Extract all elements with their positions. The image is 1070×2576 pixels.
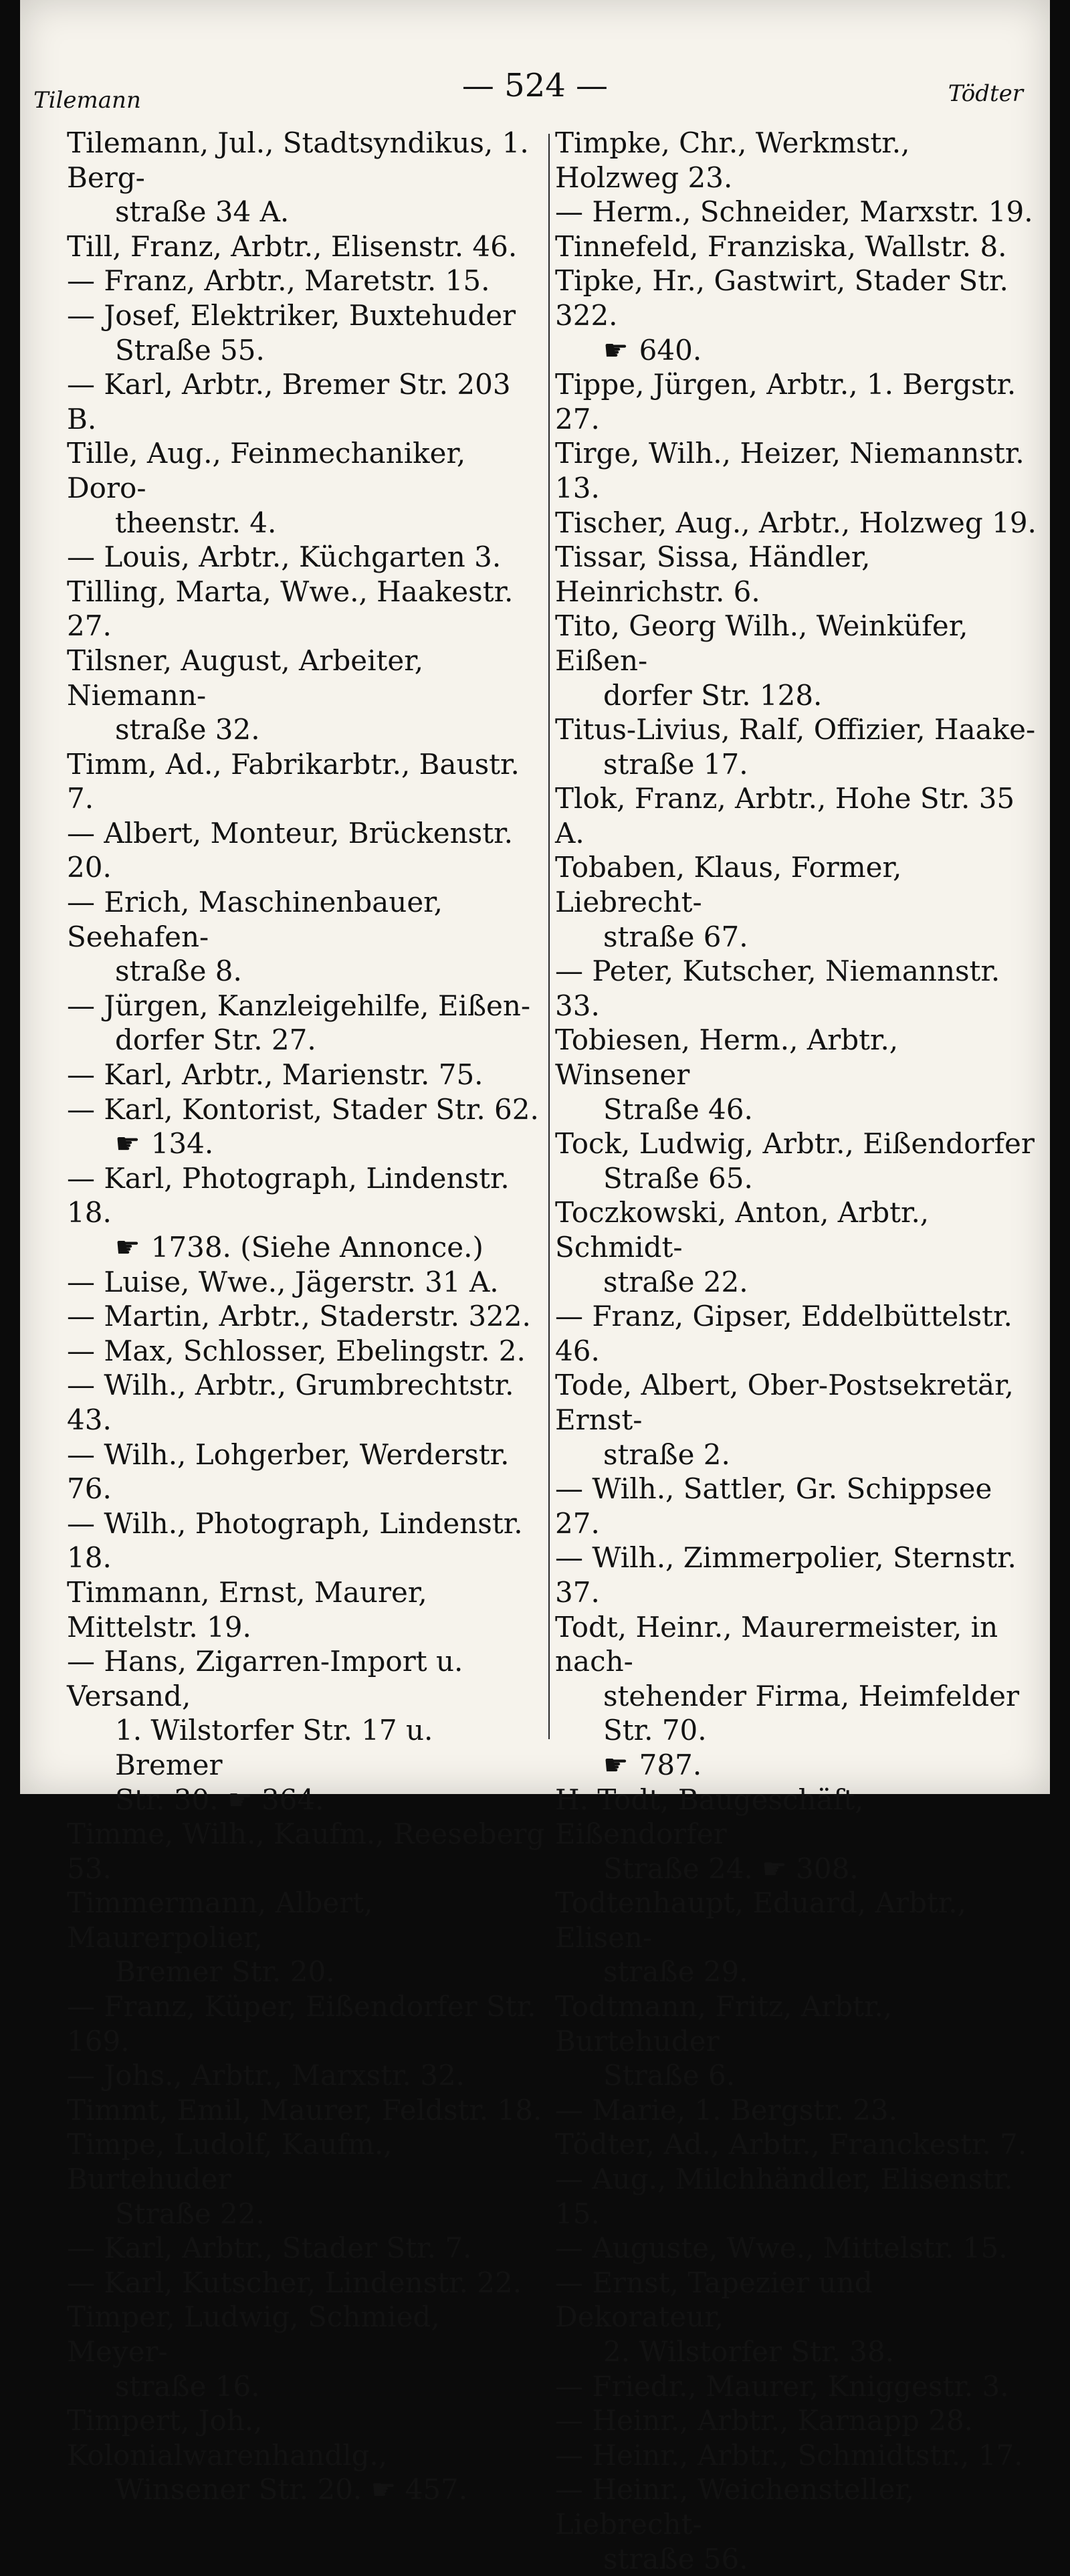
column-divider [548, 134, 550, 1739]
directory-entry [555, 1783, 1037, 1886]
directory-entry [67, 1299, 548, 1334]
directory-entry [67, 747, 548, 816]
header-right-keyword: Tödter [948, 80, 1023, 107]
entry-text: Timpert, Joh., Kolonialwarenhandlg., [67, 2404, 388, 2472]
entry-continuation: theenstr. 4. [115, 506, 277, 539]
directory-entry [555, 954, 1037, 1023]
entry-text: Tito, Georg Wilh., Weinküfer, Eißen- [555, 609, 968, 677]
page-number: — 524 — [461, 67, 609, 104]
directory-entry [555, 2266, 1037, 2369]
telephone-icon: ☛ [603, 1748, 629, 1781]
header-left-keyword: Tilemann [33, 87, 141, 114]
directory-entry [555, 2472, 1037, 2576]
entry-text: — Herm., Schneider, Marxstr. 19. [555, 195, 1033, 229]
entry-text: Tlok, Franz, Arbtr., Hohe Str. 35 A. [555, 782, 1015, 850]
directory-entry [555, 126, 1037, 195]
telephone-icon: ☛ [115, 1231, 140, 1264]
directory-entry [67, 2300, 548, 2403]
directory-entry [555, 195, 1037, 229]
directory-entry [67, 436, 548, 540]
entry-text: Tode, Albert, Ober-Postsekretär, Ernst- [555, 1369, 1014, 1436]
entry-text: Tipke, Hr., Gastwirt, Stader Str. 322. [555, 264, 1008, 332]
phone-number: 640. [639, 333, 702, 367]
entry-continuation: dorfer Str. 27. [115, 1023, 316, 1057]
directory-entry [555, 2093, 1037, 2128]
phone-number: 1738. (Siehe Annonce.) [150, 1231, 484, 1264]
entry-text: Tischer, Aug., Arbtr., Holzweg 19. [555, 506, 1037, 539]
entry-text: — Wilh., Lohgerber, Werderstr. 76. [67, 1438, 510, 1506]
directory-entry [67, 126, 548, 229]
phone-number: 134. [150, 1127, 214, 1161]
entry-text: — Karl, Kutscher, Lindenstr. 22. [67, 2266, 522, 2299]
entry-continuation: stehender Firma, Heimfelder Str. 70. [603, 1679, 1020, 1747]
directory-entry [555, 2162, 1037, 2231]
directory-entry [67, 1438, 548, 1506]
entry-text: Timmt, Emil, Maurer, Feldstr. 18. [67, 2093, 542, 2126]
entry-continuation: Straße 6. [603, 2059, 736, 2092]
entry-continuation: straße 8. [115, 955, 242, 988]
entry-text: — Wilh., Zimmerpolier, Sternstr. 37. [555, 1541, 1016, 1609]
entry-continuation: dorfer Str. 128. [603, 678, 823, 712]
directory-entry [67, 816, 548, 885]
entry-text: — Wilh., Photograph, Lindenstr. 18. [67, 1506, 523, 1575]
entry-continuation: straße 34 A. [115, 195, 290, 229]
directory-entry [67, 1334, 548, 1369]
entry-text: — Aug., Milchhändler, Elisenstr. 15. [555, 2163, 1013, 2230]
entry-text: — Franz, Arbtr., Maretstr. 15. [67, 264, 490, 298]
directory-entry [67, 989, 548, 1058]
directory-entry [67, 1506, 548, 1575]
directory-entry [555, 436, 1037, 505]
entry-text: Tobaben, Klaus, Former, Liebrecht- [555, 851, 902, 919]
entry-text: — Erich, Maschinenbauer, Seehafen- [67, 886, 443, 953]
entry-continuation: straße 29. [603, 1955, 748, 1989]
entry-text: H. Todt, Baugeschäft, Eißendorfer [555, 1783, 864, 1851]
entry-text: Timper, Ludwig, Schmied, Meyer- [67, 2300, 440, 2368]
entry-continuation: Straße 24. ☛ 308. [603, 1852, 859, 1885]
entry-text: Tobiesen, Herm., Arbtr., Winsener [555, 1023, 899, 1092]
entry-phone [67, 1126, 548, 1161]
entry-continuation: Straße 65. [603, 1161, 753, 1195]
directory-entry [67, 885, 548, 989]
entry-text: — Jürgen, Kanzleigehilfe, Eißen- [67, 989, 531, 1022]
left-column [67, 126, 548, 2506]
entry-text: Timme, Wilh., Kaufm., Reeseberg 53. [67, 1817, 545, 1885]
entry-text: Timmann, Ernst, Maurer, Mittelstr. 19. [67, 1575, 427, 1644]
entry-text: Tille, Aug., Feinmechaniker, Doro- [67, 437, 466, 504]
directory-entry [555, 1472, 1037, 1541]
directory-entry [555, 1195, 1037, 1299]
directory-entry [555, 712, 1037, 781]
entry-phone [555, 1748, 1037, 1783]
entry-text: — Franz, Gipser, Eddelbüttelstr. 46. [555, 1300, 1012, 1367]
directory-entry [555, 1299, 1037, 1368]
entry-text: — Max, Schlosser, Ebelingstr. 2. [67, 1334, 526, 1367]
entry-text: — Louis, Arbtr., Küchgarten 3. [67, 540, 502, 574]
entry-text: Timpke, Chr., Werkmstr., Holzweg 23. [555, 126, 910, 194]
directory-entry [555, 1989, 1037, 2093]
entry-continuation: Straße 22. [115, 2197, 265, 2230]
directory-entry [67, 1058, 548, 1092]
right-column [555, 126, 1037, 2575]
entry-text: Tinnefeld, Franziska, Wallstr. 8. [555, 229, 1007, 263]
entry-text: — Ernst, Tapezier und Dekorateur, [555, 2266, 873, 2334]
entry-text: — Wilh., Arbtr., Grumbrechtstr. 43. [67, 1369, 514, 1436]
entry-text: Tirge, Wilh., Heizer, Niemannstr. 13. [555, 437, 1025, 504]
entry-continuation: straße 67. [603, 920, 748, 953]
directory-entry [67, 1092, 548, 1161]
directory-entry [555, 540, 1037, 609]
directory-entry [555, 1610, 1037, 1783]
entry-text: — Auguste, Wwe., Mittelstr. 15. [555, 2232, 1008, 2265]
directory-entry [67, 367, 548, 436]
telephone-icon: ☛ [603, 333, 629, 367]
directory-entry [67, 2127, 548, 2231]
directory-entry [67, 1817, 548, 1886]
directory-entry [555, 229, 1037, 264]
entry-continuation: 2. Wilstorfer Str. 38. [603, 2335, 894, 2368]
directory-entry [67, 264, 548, 298]
entry-phone [67, 1230, 548, 1265]
directory-entry [555, 2438, 1037, 2473]
entry-text: Todtenhaupt, Eduard, Arbtr., Elisen- [555, 1886, 966, 1954]
phone-number: 787. [639, 1748, 702, 1781]
entry-text: Tippe, Jürgen, Arbtr., 1. Bergstr. 27. [555, 368, 1016, 435]
entry-phone [555, 333, 1037, 368]
directory-entry [555, 367, 1037, 436]
entry-continuation: 1. Wilstorfer Str. 17 u. Bremer [115, 1714, 433, 1781]
entry-continuation: Straße 55. [115, 333, 265, 367]
directory-entry [555, 2127, 1037, 2162]
directory-entry [67, 1886, 548, 1989]
entry-text: — Johs., Arbtr., Marxstr. 32. [67, 2059, 465, 2092]
entry-text: — Heinr., Arbtr., Karnapp 28. [555, 2404, 974, 2438]
entry-text: — Luise, Wwe., Jägerstr. 31 A. [67, 1265, 499, 1298]
directory-entry [67, 298, 548, 367]
directory-entry [555, 506, 1037, 540]
entry-text: — Franz, Küper, Eißendorfer Str. 169. [67, 1990, 536, 2058]
directory-entry [555, 1023, 1037, 1126]
entry-text: — Albert, Monteur, Brückenstr. 20. [67, 816, 513, 884]
directory-entry [67, 575, 548, 643]
page-header [20, 67, 1050, 114]
entry-text: — Hans, Zigarren-Import u. Versand, [67, 1645, 463, 1712]
directory-entry [67, 2058, 548, 2093]
directory-entry [555, 1126, 1037, 1195]
entry-text: — Marie, 1. Bergstr. 23. [555, 2093, 897, 2126]
directory-entry [67, 1644, 548, 1817]
entry-text: — Heinr., Weichensteller, Liebrecht- [555, 2473, 915, 2541]
entry-text: — Josef, Elektriker, Buxtehuder [67, 298, 516, 332]
directory-entry [555, 850, 1037, 954]
entry-text: Tissar, Sissa, Händler, Heinrichstr. 6. [555, 540, 871, 608]
entry-text: — Wilh., Sattler, Gr. Schippsee 27. [555, 1472, 992, 1540]
entry-text: — Karl, Arbtr., Marienstr. 75. [67, 1058, 484, 1092]
entry-continuation: Straße 46. [603, 1092, 753, 1126]
entry-continuation: Winsener Str. 20. ☛ 457. [115, 2473, 468, 2506]
directory-entry [555, 1886, 1037, 1989]
entry-text: — Karl, Photograph, Lindenstr. 18. [67, 1161, 510, 1229]
directory-entry [67, 1989, 548, 2058]
directory-entry [67, 2266, 548, 2300]
directory-entry [67, 1161, 548, 1265]
directory-entry [555, 609, 1037, 712]
entry-text: Tilsner, August, Arbeiter, Niemann- [67, 643, 424, 712]
entry-continuation: straße 16. [115, 2369, 260, 2403]
entry-continuation: Str. 30. ☛ 364. [115, 1783, 324, 1816]
entry-text: Todtmann, Fritz, Arbtr., Burtehuder [555, 1990, 893, 2058]
directory-entry [555, 264, 1037, 367]
directory-entry [67, 229, 548, 264]
entry-text: Tilling, Marta, Wwe., Haakestr. 27. [67, 575, 514, 643]
directory-entry [67, 2231, 548, 2266]
entry-text: Toczkowski, Anton, Arbtr., Schmidt- [555, 1196, 930, 1264]
entry-text: — Peter, Kutscher, Niemannstr. 33. [555, 955, 1000, 1022]
entry-continuation: straße 56. [603, 2542, 748, 2575]
directory-entry [555, 2403, 1037, 2438]
directory-entry [555, 2369, 1037, 2404]
directory-entry [67, 540, 548, 575]
entry-text: Timpe, Ludolf, Kaufm., Burtehuder [67, 2128, 393, 2196]
directory-entry [555, 781, 1037, 850]
entry-text: — Karl, Arbtr., Bremer Str. 203 B. [67, 368, 511, 435]
entry-text: Till, Franz, Arbtr., Elisenstr. 46. [67, 229, 518, 263]
entry-text: Timm, Ad., Fabrikarbtr., Baustr. 7. [67, 747, 520, 815]
entry-text: Tödter, Ad., Arbtr., Franckestr. 7. [555, 2128, 1027, 2161]
directory-entry [555, 2231, 1037, 2266]
directory-entry [67, 1265, 548, 1300]
entry-text: Tilemann, Jul., Stadtsyndikus, 1. Berg- [67, 126, 529, 194]
directory-entry [67, 2403, 548, 2507]
entry-text: — Karl, Arbtr., Stader Str. 7. [67, 2232, 472, 2265]
entry-text: Titus-Livius, Ralf, Offizier, Haake- [555, 713, 1036, 747]
entry-continuation: straße 32. [115, 713, 260, 747]
directory-entry [67, 643, 548, 747]
telephone-icon: ☛ [115, 1127, 140, 1161]
entry-continuation: straße 2. [603, 1438, 730, 1471]
entry-text: — Heinr., Arbtr., Schmidtstr., 17. [555, 2438, 1023, 2472]
directory-entry [67, 2093, 548, 2128]
directory-entry [67, 1368, 548, 1437]
directory-entry [67, 1575, 548, 1644]
entry-text: Tock, Ludwig, Arbtr., Eißendorfer [555, 1127, 1035, 1161]
entry-continuation: straße 17. [603, 747, 748, 781]
entry-continuation: Bremer Str. 20. [115, 1955, 335, 1989]
entry-text: — Martin, Arbtr., Staderstr. 322. [67, 1300, 531, 1333]
directory-entry [555, 1368, 1037, 1472]
entry-text: Todt, Heinr., Maurermeister, in nach- [555, 1610, 998, 1678]
entry-text: — Karl, Kontorist, Stader Str. 62. [67, 1092, 539, 1126]
entry-text: — Friedr., Maurer, Kniggestr. 3. [555, 2369, 1009, 2403]
directory-entry [555, 1541, 1037, 1609]
directory-page [20, 0, 1050, 2575]
entry-continuation: straße 22. [603, 1265, 748, 1298]
entry-text: Timmermann, Albert, Maurerpolier, [67, 1886, 373, 1954]
